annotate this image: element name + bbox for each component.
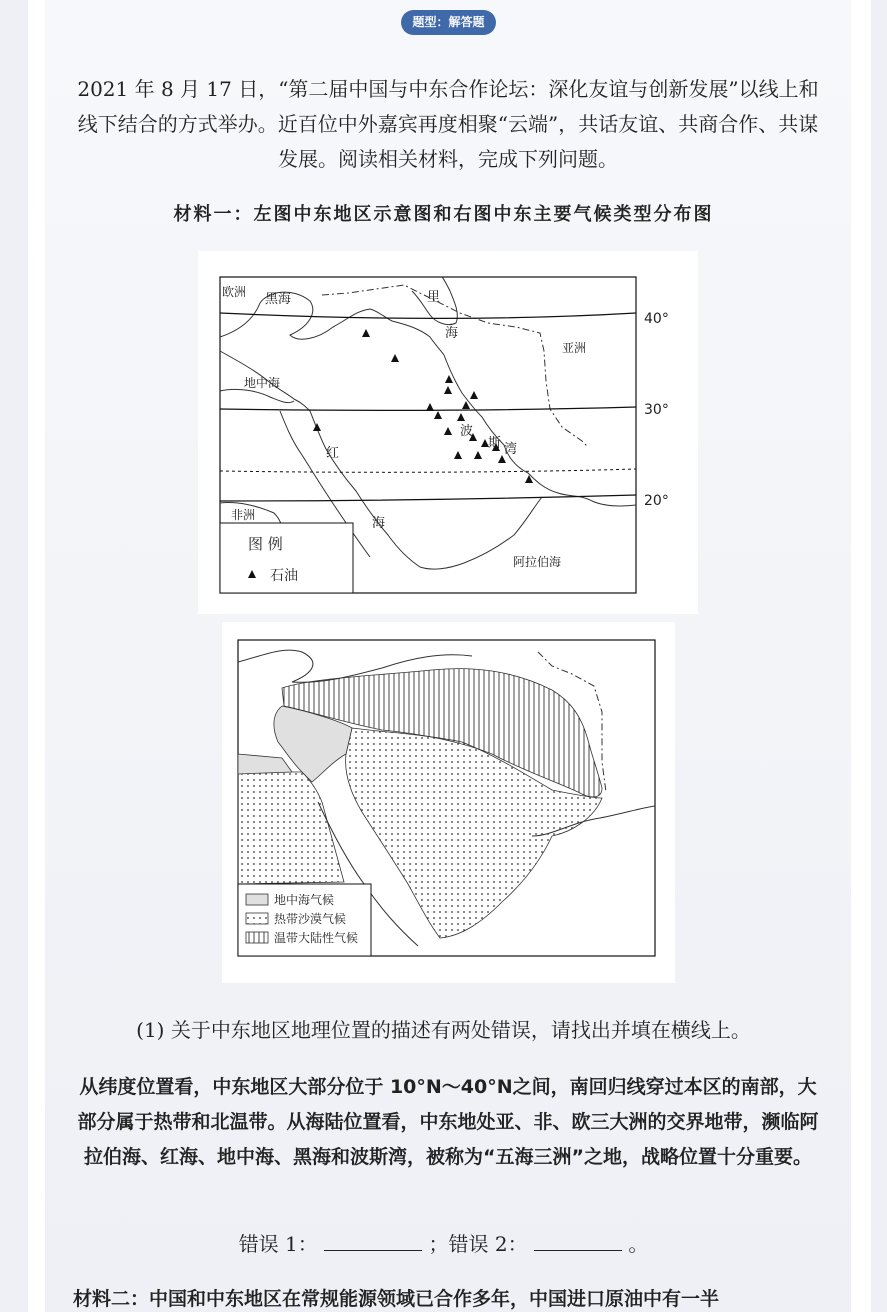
error-separator: ； xyxy=(428,1232,449,1256)
legend-oil-label: 石油 xyxy=(270,568,298,584)
question-type-badge: 题型：解答题 xyxy=(401,10,496,35)
legend-desert-climate: 热带沙漠气候 xyxy=(274,912,347,926)
label-asia: 亚洲 xyxy=(562,341,587,355)
right-margin xyxy=(851,0,871,1312)
intro-text: 2021 年 8 月 17 日，“第二届中国与中东合作论坛：深化友谊与创新发展”以线上和线下结合的方式举办。近百位中外嘉宾再度相聚“云端”，共话友谊、共商合作、共谋发展。阅读相关材料，完成下列问题。 xyxy=(77,77,819,171)
label-mediterranean: 地中海 xyxy=(244,376,281,390)
label-caspian-li: 里 xyxy=(427,290,441,305)
mediterranean-swatch xyxy=(246,894,268,905)
climate-type-map xyxy=(222,622,675,983)
error-answer-line xyxy=(0,1228,887,1257)
label-black-sea: 黑海 xyxy=(265,292,292,307)
desert-swatch xyxy=(246,913,268,924)
label-arabian-sea: 阿拉伯海 xyxy=(513,555,562,569)
error-1-label: 错误 1： xyxy=(238,1232,318,1256)
label-red-sea-hong: 红 xyxy=(326,446,340,461)
lat-label-20: 20° xyxy=(644,493,669,509)
material2-text: 材料二：中国和中东地区在常规能源领域已合作多年，中国进口原油中有一半 xyxy=(73,1288,720,1310)
lat-label-40: 40° xyxy=(644,311,669,327)
error-line-end: 。 xyxy=(628,1232,649,1256)
label-gulf-wan: 湾 xyxy=(504,442,518,457)
label-gulf-bo: 波 xyxy=(460,424,474,439)
error-2-blank[interactable] xyxy=(534,1232,622,1251)
left-margin xyxy=(28,0,45,1312)
label-caspian-hai: 海 xyxy=(445,326,459,341)
legend-continental-climate: 温带大陆性气候 xyxy=(274,931,359,945)
error-1-blank[interactable] xyxy=(324,1232,422,1251)
label-europe: 欧洲 xyxy=(222,285,247,299)
error-2-label: 错误 2： xyxy=(448,1232,528,1256)
continental-swatch xyxy=(246,932,268,943)
question-1: (1) 关于中东地区地理位置的描述有两处错误，请找出并填在横线上。 xyxy=(136,1018,751,1042)
middle-east-map xyxy=(198,251,698,614)
location-description: 从纬度位置看，中东地区大部分位于 10°N～40°N之间，南回归线穿过本区的南部，大部分属于热带和北温带。从海陆位置看，中东地处亚、非、欧三大洲的交界地带，濒临阿拉伯海、红海、地中海、黑海和波斯湾，被称为“五海三洲”之地，战略位置十分重要。 xyxy=(77,1076,819,1168)
label-gulf-si: 斯 xyxy=(488,436,502,451)
legend-title: 图 例 xyxy=(248,535,283,553)
material1-title: 材料一：左图中东地区示意图和右图中东主要气候类型分布图 xyxy=(173,204,714,225)
lat-label-30: 30° xyxy=(644,402,669,418)
legend-mediterranean-climate: 地中海气候 xyxy=(274,893,335,907)
label-red-sea-hai: 海 xyxy=(372,516,386,531)
label-africa: 非洲 xyxy=(231,508,256,522)
